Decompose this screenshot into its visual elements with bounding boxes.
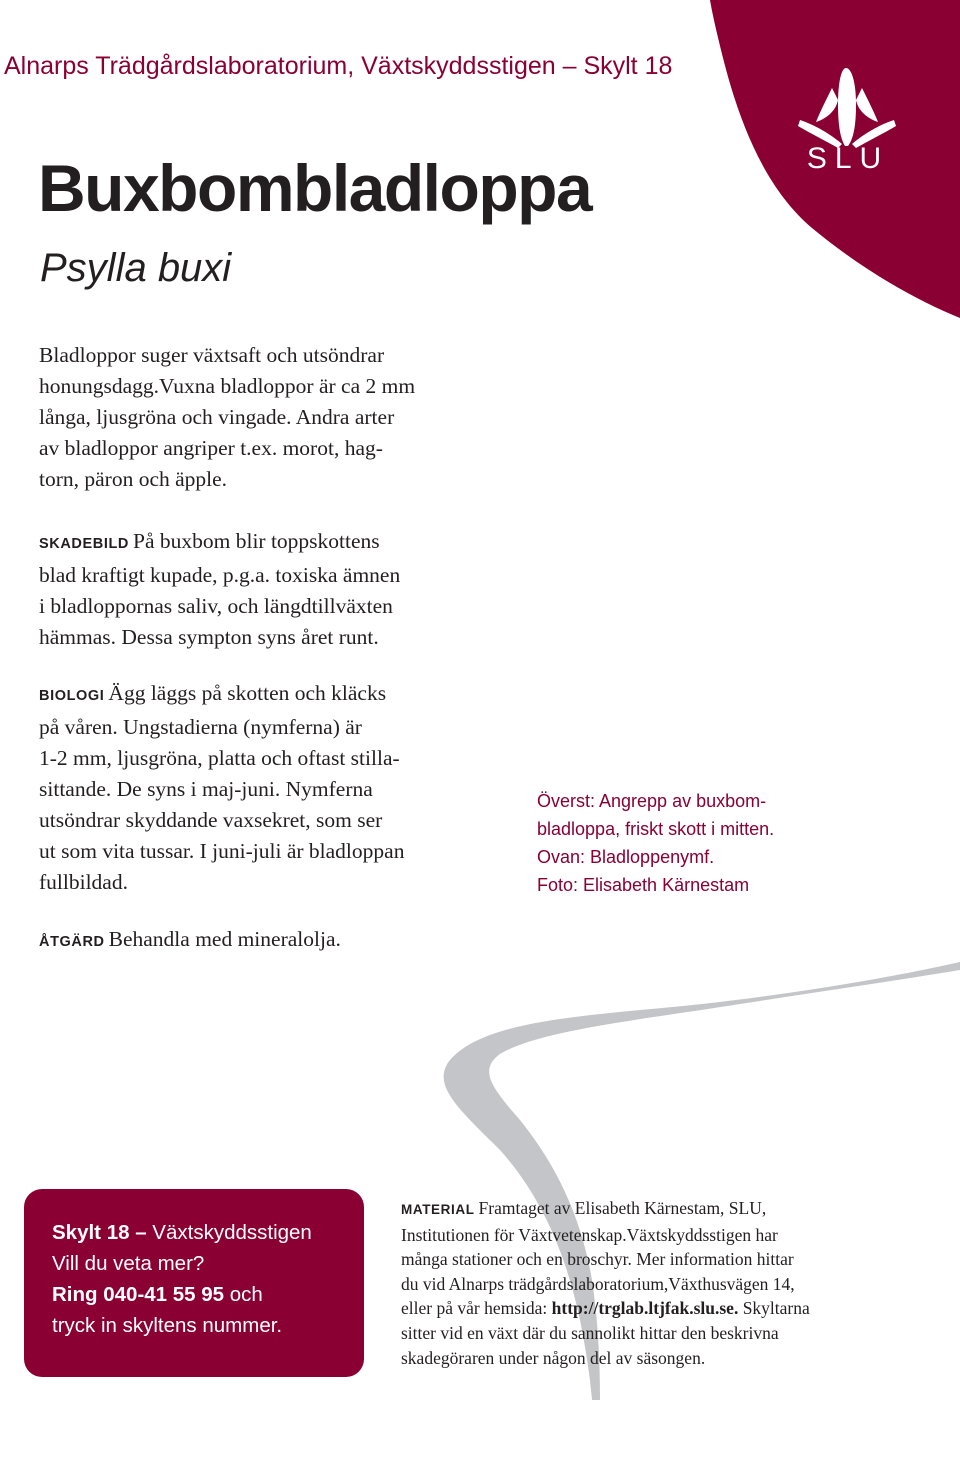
info-last-line: tryck in skyltens nummer.: [52, 1314, 283, 1337]
material-line: eller på vår hemsida:: [401, 1298, 548, 1319]
biologi-line: sittande. De syns i maj-juni. Nymferna: [39, 777, 373, 801]
biologi-line: på våren. Ungstadierna (nymferna) är: [39, 715, 362, 739]
material-line: du vid Alnarps trädgårdslaboratorium,Växthusvägen 14,: [401, 1273, 795, 1294]
biologi-line: fullbildad.: [39, 870, 128, 894]
skadebild-line: blad kraftigt kupade, p.g.a. toxiska ämnen: [39, 563, 401, 587]
intro-line: Bladloppor suger växtsaft och utsöndrar: [39, 343, 385, 367]
material-line: Skyltarna: [742, 1298, 810, 1319]
page-title: Buxbombladloppa: [38, 151, 592, 225]
caption-line: bladloppa, friskt skott i mitten.: [537, 819, 775, 839]
series-title: Alnarps Trädgårdslaboratorium, Växtskyddsstigen – Skylt 18: [4, 52, 673, 80]
biologi-keyword: BIOLOGI: [39, 688, 105, 704]
material-paragraph: [401, 1196, 921, 1370]
intro-line: långa, ljusgröna och vingade. Andra arter: [39, 405, 395, 429]
intro-line: torn, päron och äpple.: [39, 467, 228, 491]
biologi-line: ut som vita tussar. I juni-juli är bladloppan: [39, 839, 405, 863]
skylt-name: Växtskyddsstigen: [152, 1221, 312, 1244]
website-link[interactable]: http://trglab.ltjfak.slu.se.: [551, 1298, 739, 1319]
material-line: Institutionen för Växtvetenskap.Växtskyddsstigen har: [401, 1224, 778, 1245]
biologi-line: utsöndrar skyddande vaxsekret, som ser: [39, 808, 383, 832]
skadebild-paragraph: [39, 526, 459, 653]
material-line: sitter vid en växt där du sannolikt hittar den beskrivna: [401, 1322, 779, 1343]
intro-paragraph: [39, 340, 459, 495]
caption-line: Överst: Angrepp av buxbom-: [537, 791, 767, 811]
biologi-paragraph: [39, 678, 459, 898]
slu-logo-text: SLU: [806, 142, 890, 175]
biologi-line: 1-2 mm, ljusgröna, platta och oftast stilla-: [39, 746, 400, 770]
phone-number[interactable]: Ring 040-41 55 95: [52, 1283, 225, 1306]
intro-line: av bladloppor angriper t.ex. morot, hag-: [39, 436, 383, 460]
atgard-text: Behandla med mineralolja.: [108, 927, 341, 951]
caption-line: Foto: Elisabeth Kärnestam: [537, 875, 750, 895]
material-line: Framtaget av Elisabeth Kärnestam, SLU,: [478, 1198, 767, 1218]
latin-name: Psylla buxi: [40, 246, 232, 290]
phone-suffix: och: [229, 1283, 263, 1306]
material-line: skadegöraren under någon del av säsongen.: [401, 1347, 706, 1368]
photo-caption: [537, 787, 837, 899]
material-line: många stationer och en broschyr. Mer information hittar: [401, 1249, 794, 1270]
caption-line: Ovan: Bladloppenymf.: [537, 847, 715, 867]
skadebild-line: i bladloppornas saliv, och längdtillväxten: [39, 594, 393, 618]
info-question: Vill du veta mer?: [52, 1252, 205, 1275]
skadebild-first-line: På buxbom blir toppskottens: [133, 529, 380, 553]
material-keyword: MATERIAL: [401, 1202, 475, 1217]
skylt-number: Skylt 18 –: [52, 1221, 147, 1244]
skadebild-line: hämmas. Dessa sympton syns året runt.: [39, 625, 379, 649]
intro-line: honungsdagg.Vuxna bladloppor är ca 2 mm: [39, 374, 416, 398]
atgard-paragraph: [39, 924, 459, 958]
atgard-keyword: ÅTGÄRD: [39, 934, 105, 950]
info-box: [24, 1189, 364, 1377]
skadebild-keyword: SKADEBILD: [39, 536, 129, 552]
biologi-first-line: Ägg läggs på skotten och kläcks: [108, 681, 387, 705]
